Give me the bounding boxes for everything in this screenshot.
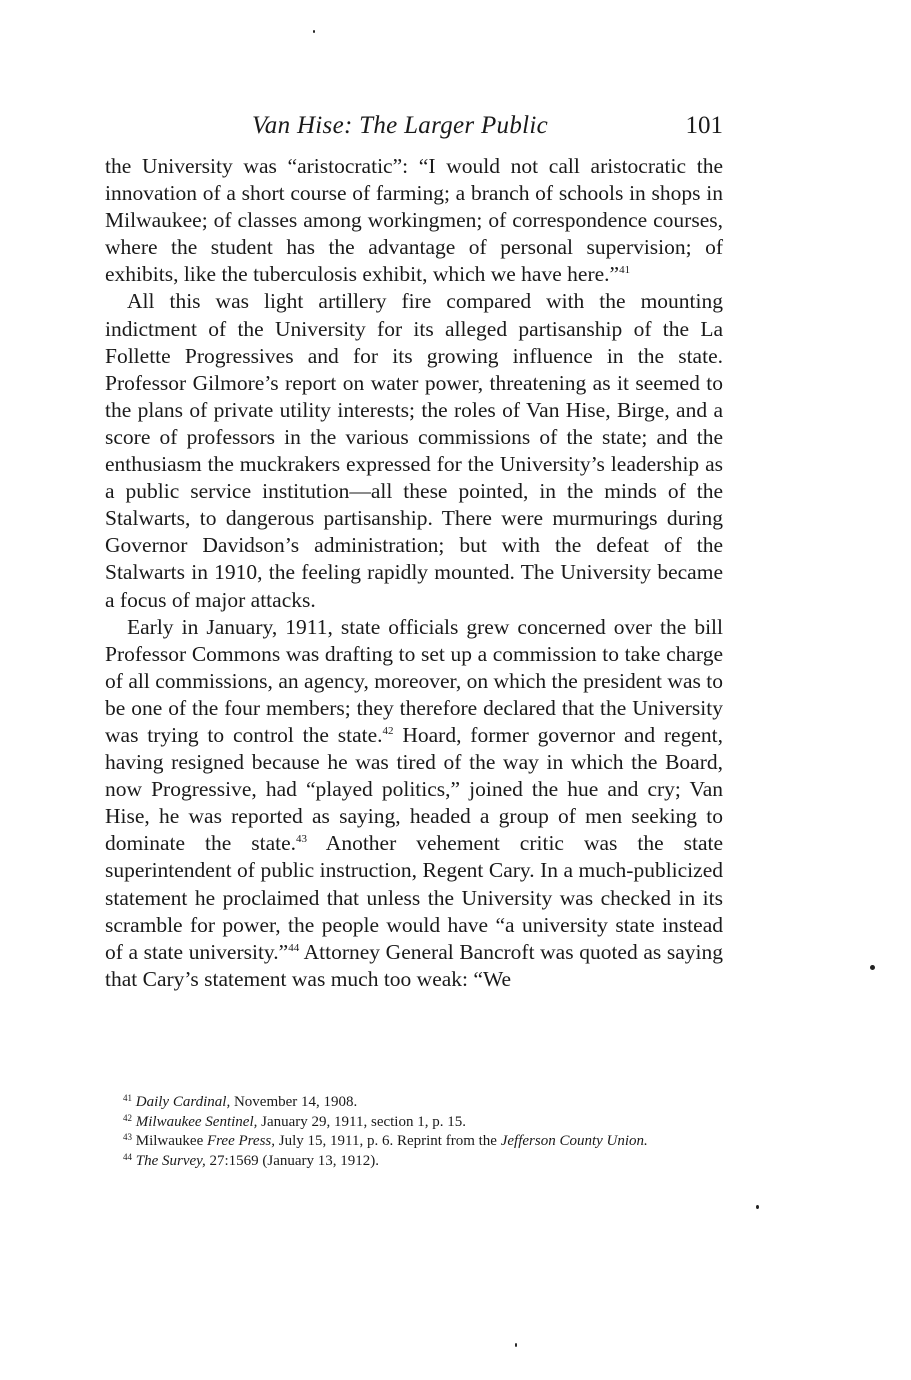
running-title: Van Hise: The Larger Public (252, 112, 549, 139)
footnote-source: Daily Cardinal, (135, 1094, 231, 1110)
scan-speck (756, 1205, 759, 1209)
footnote-source: Free Press, (206, 1133, 276, 1149)
paragraph-3-text-c: Another vehement critic was the state superintendent of public instruction, Regent Cary. In a much-publicized statement he proclaimed that unless the University was checked in its scramble for power, the people would have “a university state instead of a state university.” (105, 831, 724, 964)
footnote-detail: 27:1569 (January 13, 1912). (205, 1152, 380, 1169)
footnotes (105, 1093, 723, 1171)
scan-speck (870, 965, 875, 970)
footnote-source: The Survey, (135, 1152, 206, 1169)
footnote-detail: November 14, 1908. (230, 1094, 358, 1110)
footnote-source-2: Jefferson County Union. (500, 1133, 648, 1149)
footnote-ref-44: 44 (288, 941, 300, 954)
footnote-44 (105, 1152, 723, 1172)
paragraph-3-text-a: Early in January, 1911, state officials grew concerned over the bill Professor Commons was drafting to set up a commission to take charge of all commissions, an agency, moreover, on which the president was to be one of the four members; they therefore declared that the University was trying to control the state. (105, 614, 723, 747)
scan-speck (515, 1343, 517, 1347)
paragraph-1 (105, 153, 723, 288)
footnote-mark: 44 (123, 1151, 132, 1162)
footnote-mark: 43 (123, 1132, 132, 1142)
page-header (105, 112, 723, 146)
page-number: 101 (685, 112, 723, 139)
footnote-detail: July 15, 1911, p. 6. Reprint from the (275, 1133, 501, 1149)
paragraph-3-text-d: Attorney General Bancroft was quoted as saying that Cary’s statement was much too weak: “We (105, 939, 723, 991)
paragraph-2: All this was light artillery fire compared with the mounting indictment of the University for its alleged partisanship of the La Follette Progressives and for its growing influence in the state. Professor Gilmore’s report on water power, threatening as it seemed to the plans of private utility interests; the roles of Van Hise, Birge, and a score of professors in the various commissions of the state; and the enthusiasm the muckrakers expressed for the University’s leadership as a public service institution—all these pointed, in the minds of the Stalwarts, to dangerous partisanship. There were murmurings during Governor Davidson’s administration; but with the defeat of the Stalwarts in 1910, the feeling rapidly mounted. The University became a focus of major attacks. (105, 289, 723, 612)
footnote-43 (105, 1132, 723, 1152)
footnote-mark: 41 (123, 1093, 132, 1103)
footnote-ref-43: 43 (296, 833, 308, 846)
footnote-source: Milwaukee Sentinel, (135, 1113, 258, 1130)
footnote-41 (105, 1093, 723, 1113)
paragraph-3-text-b: Hoard, former governor and regent, having resigned because he was tired of the way in which the Board, now Progressive, had “played politics,” joined the hue and cry; Van Hise, he was reported as saying, headed a group of men seeking to dominate the state. (105, 722, 723, 856)
paragraph-3 (105, 614, 723, 993)
body-text (105, 153, 723, 993)
footnote-prefix: Milwaukee (135, 1133, 207, 1149)
footnote-ref-42: 42 (382, 724, 394, 737)
scan-speck (313, 30, 315, 33)
paragraph-1-text: the University was “aristocratic”: “I would not call aristocratic the innovation of a short course of farming; a branch of schools in shops in Milwaukee; of classes among workingmen; of correspondence courses, where the student has the advantage of personal supervision; of exhibits, like the tuberculosis exhibit, which we have here.” (105, 154, 723, 287)
footnote-42 (105, 1113, 723, 1133)
footnote-mark: 42 (123, 1112, 132, 1123)
footnote-detail: January 29, 1911, section 1, p. 15. (257, 1113, 466, 1130)
footnote-ref-41: 41 (619, 264, 631, 277)
